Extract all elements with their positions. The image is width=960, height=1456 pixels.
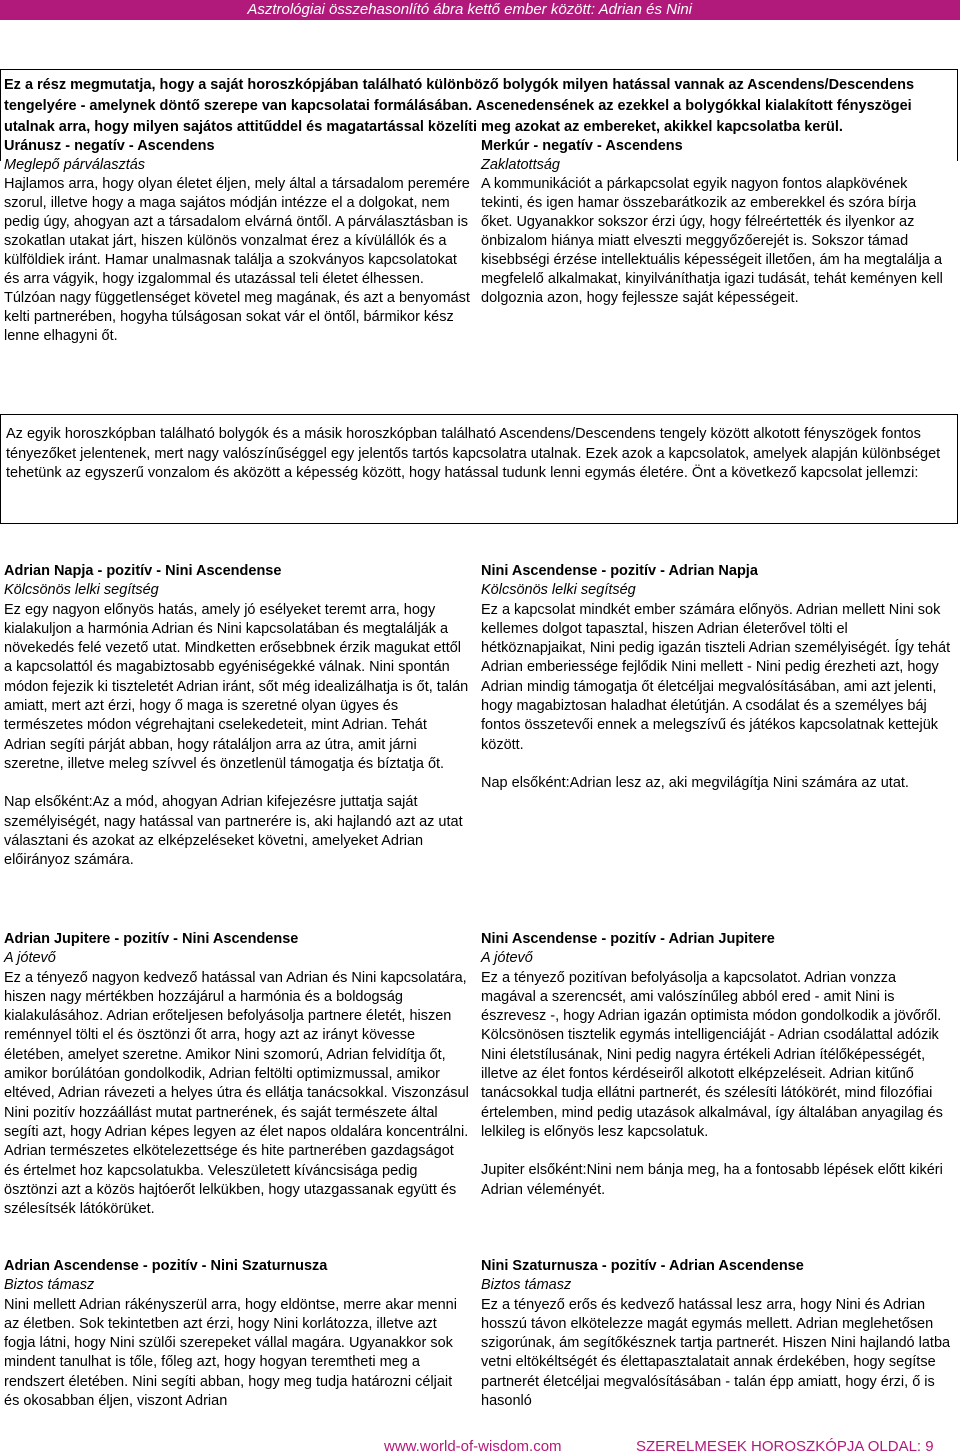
aspect-body: Nini mellett Adrian rákényszerül arra, hogy eldöntse, merre akar menni az életben. Sok tekintetben azt érzi, hogy Nini korlátozza, illetve azt fogja látni, hogy Nini szülői szerepeket vállal magára. Ugyanakkor sok mindent tanulhat is tőle, főleg azt, hogy hogyan teremtheti meg a rendszert életében. Nini segíti abban, hogy meg tudja határozni céljait és okosabban éljen, viszont Adrian xyxy=(4,1296,457,1410)
aspect-block-right-3 xyxy=(481,1257,953,1411)
aspect-block-left-3 xyxy=(4,1257,470,1411)
aspect-block-right-2 xyxy=(481,930,953,1200)
aspect-body: Ez a tényező nagyon kedvező hatással van Adrian és Nini kapcsolatára, hiszen nagy mértékben hozzájárul a harmónia és a boldogság kialakulásához. Adrian erőteljesen befolyásolja partnere életét, hiszen reménnyel tölti el és ösztönzi őt arra, hogy azt az irányt kövesse életében, amelyet szeretne. Amikor Nini szomorú, Adrian felvidítja őt, amikor borúlátóan gondolkodik, Adrian feltölti optimizmussal, amikor eltéved, Adrian rávezeti a helyes útra és ellátja tanácsokkal. Viszonzásul Nini pozitív hozzáállást mutat partnerének, és saját természete által segíti azt, hogy Adrian képes legyen az élet napos oldalára koncentrálni. Adrian természetes elkötelezettsége és hite partnerében gazdagságot és értelmet hoz kapcsolatukba. Veleszületett kíváncsisága pedig ösztönzi azt a közös hajtóerőt lelkükben, hogy utazgassanak együtt és szélesítsék látókörüket. xyxy=(4,969,469,1218)
section-subtitle: Meglepő párválasztás xyxy=(4,157,146,173)
aspect-extra: Jupiter elsőként:Nini nem bánja meg, ha a fontosabb lépések előtt kikéri Adrian véleményét. xyxy=(481,1162,943,1198)
aspect-body: Ez a kapcsolat mindkét ember számára előnyös. Adrian mellett Nini sok kellemes dolgot tapasztal, hiszen Adrian életerővel tölti el hétköznapjaikat, Nini pedig igazán tiszteli Adrian személyiségét. Így tehát Adrian emberiessége fejlődik Nini mellett - Nini pedig érezheti azt, hogy Adrian mindig támogatja őt életcéljai megvalósításában, ami azt jelenti, hogy magabiztosan haladhat életútján. A csodálat és a személyes báj fontos összetevői ennek a melegszívű és játékos kapcsolatnak kettejük között. xyxy=(481,601,951,753)
aspect-body: Ez a tényező pozitívan befolyásolja a kapcsolatot. Adrian vonzza magával a szerencsét, ami valószínűleg abból ered - amit Nini is észrevesz -, hogy Adrian igazán optimista módon gondolkodik a jövőről. Kölcsönösen tisztelik egymás intelligenciáját - Adrian csodálattal adózik Nini életstílusának, Nini pedig nagyra értékeli Adrian ítélőképességét, illetve az élet fontos kérdéseiről alkotott elképzeléseit. Adrian kitűnő tanácsokkal tudja ellátni partnerét, és szélesíti látókörét, mind filozófiai értelemben, mind pedig utazások alkalmával, így általában anyagilag és lelkileg is előnyös lesz kapcsolatuk. xyxy=(481,969,943,1140)
footer-page-label: SZERELMESEK HOROSZKÓPJA OLDAL: 9 xyxy=(636,1438,934,1455)
section-title: Uránusz - negatív - Ascendens xyxy=(4,138,215,154)
section-subtitle: Zaklatottság xyxy=(481,157,560,173)
footer-site-link[interactable]: www.world-of-wisdom.com xyxy=(384,1438,562,1455)
aspect-title: Nini Ascendense - pozitív - Adrian Napja xyxy=(481,563,758,579)
aspect-title: Adrian Ascendense - pozitív - Nini Szaturnusza xyxy=(4,1258,328,1274)
aspect-subtitle: A jótevő xyxy=(481,950,533,967)
aspect-title: Nini Ascendense - pozitív - Adrian Jupitere xyxy=(481,931,775,947)
info-box-text: Az egyik horoszkópban található bolygók és a másik horoszkópban található Ascendens/Descendens tengely között alkotott fényszögek fontos tényezőket jelentenek, mert nagy valószínűséggel egy jelentős tartós kapcsolatra utalnak. Ezek azok a kapcsolatok, amelyek alapján különbséget tehetünk az egyszerű vonzalom és aközött a képesség között, hogy hatással tudunk lenni egymás életére. Önt a következő kapcsolat jellemzi: xyxy=(6,426,941,481)
section-body: A kommunikációt a párkapcsolat egyik nagyon fontos alapkövének tekinti, és igen hamar összebarátkozik az emberekkel és szóra bírja őket. Ugyanakkor sokszor érzi úgy, hogy félreértették és ilyenkor az önbizalom hiánya miatt elveszti meggyőzőerejét is. Sokszor támad kisebbségi érzése intellektuális képességeit illetően, ám ha megtalálja a megfelelő alkalmakat, kinyilváníthatja igazi tudását, tehát keményen kell dolgoznia azon, hogy fejlessze saját képességeit. xyxy=(481,176,943,306)
section-title: Merkúr - negatív - Ascendens xyxy=(481,138,683,154)
section-body: Hajlamos arra, hogy olyan életet éljen, mely által a társadalom peremére szorul, illetve hogy a maga sajátos módján intézze el a dolgokat, nem pedig úgy, ahogyan azt a társadalom elvárná öntől. A párválasztásban is szokatlan utakat járt, hiszen különös vonzalmat érez a kívülállók és a külföldiek iránt. Hamar unalmasnak találja a szokványos kapcsolatokat és arra vágyik, hogy izgalommal és utazással teli életet élhessen. Túlzóan nagy függetlenséget követel meg magának, és azt a benyomást kelti partnerében, hogyha túlságosan sokat vár el öntől, bármikor kész lenne elhagyni őt. xyxy=(4,176,470,344)
top-banner xyxy=(0,0,960,20)
aspect-block-left-2 xyxy=(4,930,470,1219)
intro-text: Ez a rész megmutatja, hogy a saját horoszkópjában található különböző bolygók milyen hatással vannak az Ascendens/Descendens tengelyére - amelynek döntő szerepe van kapcsolatai formálásában. Ascenedensének az ezekkel a bolygókkal kialakított fényszögei utalnak arra, hogy milyen sajátos attitűddel és magatartással közelíti meg azokat az embereket, akikkel kapcsolatba kerül. xyxy=(4,77,915,135)
aspect-title: Nini Szaturnusza - pozitív - Adrian Ascendense xyxy=(481,1258,804,1274)
aspect-subtitle: Biztos támasz xyxy=(4,1277,95,1294)
aspect-subtitle: Biztos támasz xyxy=(481,1277,572,1294)
top-right-section xyxy=(481,137,951,308)
aspect-subtitle: A jótevő xyxy=(4,950,56,967)
aspect-extra: Nap elsőként:Adrian lesz az, aki megvilágítja Nini számára az utat. xyxy=(481,774,909,791)
aspect-block-right-1 xyxy=(481,562,953,793)
aspect-subtitle: Kölcsönös lelki segítség xyxy=(481,582,636,599)
aspect-body: Ez a tényező erős és kedvező hatással lesz arra, hogy Nini és Adrian hosszú távon elkötelezze magát egymás mellett. Adrian meglehetősen szigorúnak, ám segítőkésznek tartja partnerét. Hiszen Nini hajlandó latba vetni eltökéltségét és élettapasztalatait annak érdekében, hogy segítse partnerét életcéljai megvalósításában - talán épp amiatt, hogy érzi, ő is hasonló xyxy=(481,1296,951,1410)
aspect-subtitle: Kölcsönös lelki segítség xyxy=(4,582,159,599)
aspect-block-left-1 xyxy=(4,562,470,870)
aspect-extra: Nap elsőként:Az a mód, ahogyan Adrian kifejezésre juttatja saját személyiségét, nagy hatással van partnerére is, aki hajlandó azt az utat választani és azokat az elképzeléseket követni, amelyeket Adrian előirányoz számára. xyxy=(4,794,463,869)
top-left-section xyxy=(4,137,476,346)
aspect-title: Adrian Jupitere - pozitív - Nini Ascendense xyxy=(4,931,299,947)
aspect-title: Adrian Napja - pozitív - Nini Ascendense xyxy=(4,563,282,579)
page-header-title: Asztrológiai összehasonlító ábra kettő ember között: Adrian és Nini xyxy=(247,1,692,18)
aspect-body: Ez egy nagyon előnyös hatás, amely jó esélyeket teremt arra, hogy kialakuljon a harmónia Adrian és Nini kapcsolatában és megtalálják a növekedés felé vezető utat. Mindketten erősebbnek érzik magukat ettől a kapcsolattól és magabiztosabb egyéniségekké válnak. Nini spontán módon fejezik ki tiszteletét Adrian iránt, sőt még idealizálhatja is őt, talán amiatt, mert azt érzi, hogy ő maga is szeretné olyan ügyes és természetes módon végrehajtani cselekedeteit, mint Adrian. Tehát Adrian segíti párját abban, hogy rátaláljon arra az útra, amit járni szeretne, illetve meleg szívvel és önzetlenül támogatja és bíztatja őt. xyxy=(4,601,469,772)
